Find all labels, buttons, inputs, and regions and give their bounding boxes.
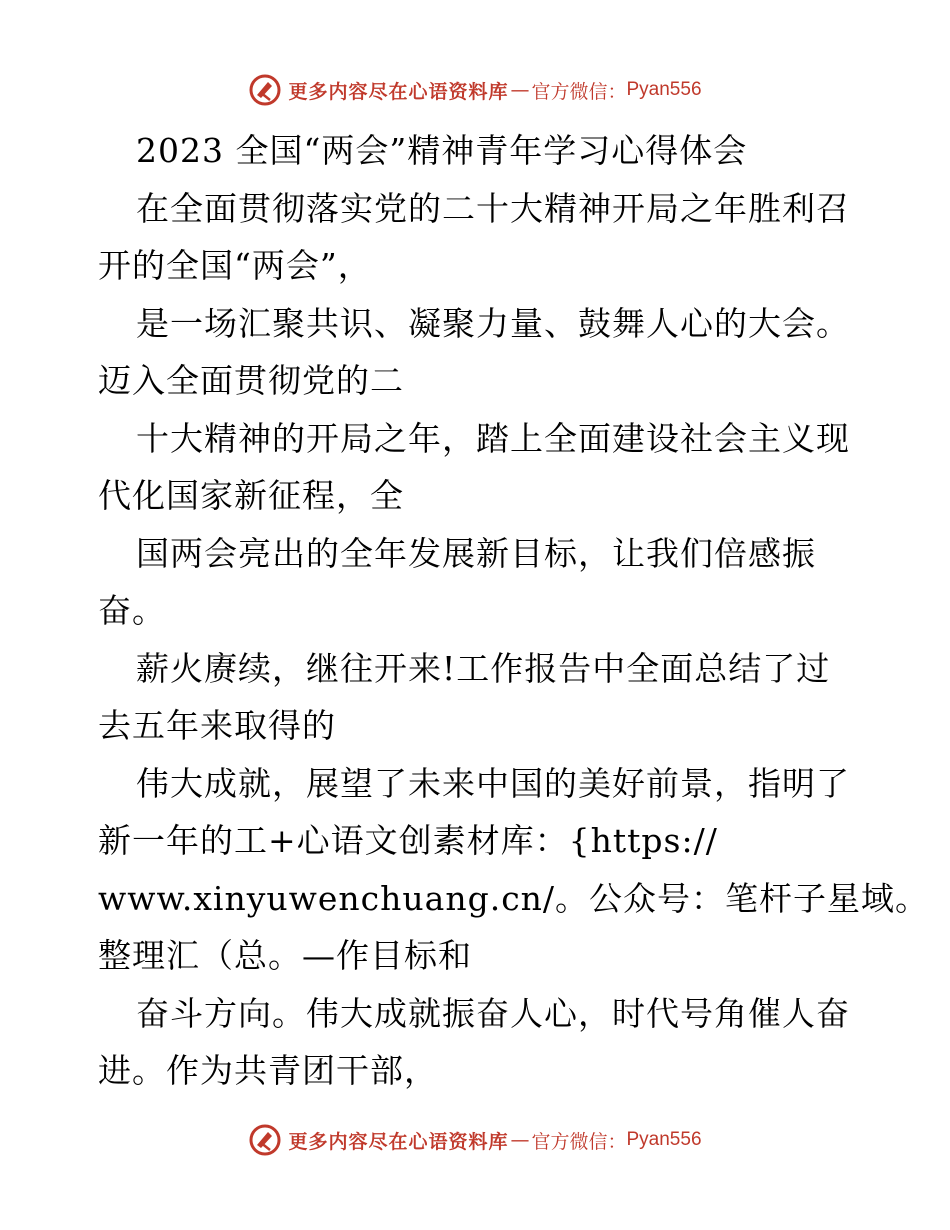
text-line: 十大精神的开局之年，踏上全面建设社会主义现 [136, 418, 850, 458]
header-banner [0, 70, 950, 110]
banner-text: 更多内容尽在心语资料库 [288, 80, 509, 103]
text-line: 迈入全面贯彻党的二 [98, 361, 404, 400]
text-line: 进。作为共青团干部， [98, 1051, 438, 1090]
text-line: 2023 全国“两会”精神青年学习心得体会 [136, 131, 748, 170]
seal-logo-icon [248, 1123, 282, 1157]
document-body [98, 122, 930, 1100]
text-line: 整理汇（总。—作目标和 [98, 936, 472, 975]
banner-label: 官方微信： [531, 80, 627, 103]
text-line: www.xinyuwenchuang.cn/。公众号：笔杆子星域。 [98, 878, 930, 918]
footer-banner [0, 1120, 950, 1160]
text-line: 代化国家新征程，全 [98, 476, 404, 515]
text-line: 国两会亮出的全年发展新目标，让我们倍感振 [136, 533, 816, 573]
banner-wechat-id: Pyan556 [626, 1129, 702, 1150]
text-line: 在全面贯彻落实党的二十大精神开局之年胜利召 [136, 188, 850, 228]
text-line: 开的全国“两会”， [98, 246, 372, 285]
text-line: 奋斗方向。伟大成就振奋人心，时代号角催人奋 [136, 993, 850, 1033]
text-line: 新一年的工+心语文创素材库：{https:// [98, 821, 718, 860]
text-line: 是一场汇聚共识、凝聚力量、鼓舞人心的大会。 [136, 303, 850, 343]
seal-logo-icon [248, 73, 282, 107]
text-line: 去五年来取得的 [98, 706, 336, 745]
banner-wechat-id: Pyan556 [626, 79, 702, 100]
text-line: 奋。 [98, 591, 166, 630]
banner-dash: — [510, 79, 530, 101]
banner-dash: — [510, 1129, 530, 1151]
banner-text: 更多内容尽在心语资料库 [288, 1130, 509, 1153]
text-line: 薪火赓续，继往开来!工作报告中全面总结了过 [136, 648, 831, 688]
banner-label: 官方微信： [531, 1130, 627, 1153]
text-line: 伟大成就，展望了未来中国的美好前景，指明了 [136, 763, 850, 803]
